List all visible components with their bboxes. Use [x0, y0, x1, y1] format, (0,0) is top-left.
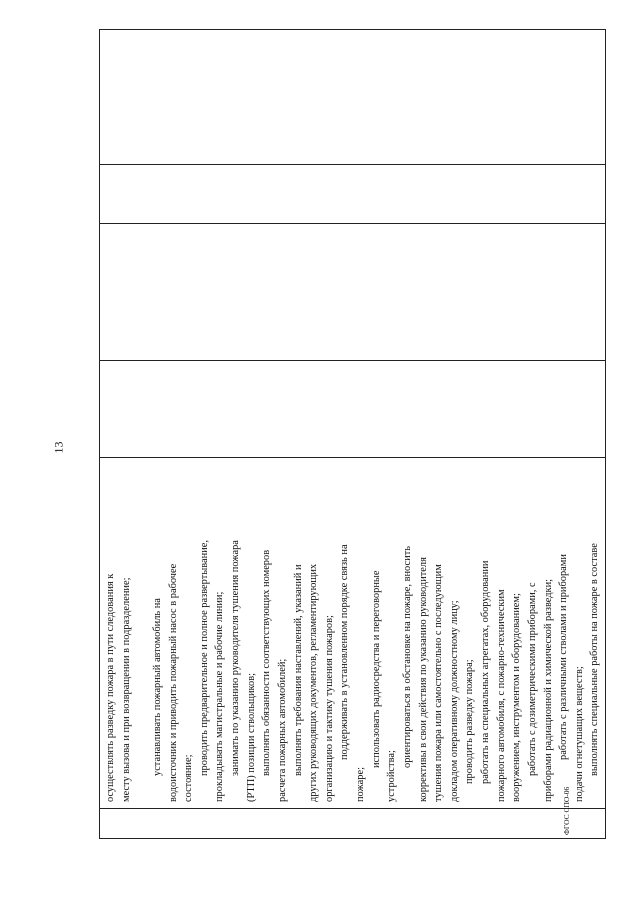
text-line: прокладывать магистральные и рабочие линии;: [214, 591, 226, 802]
text-line: (РТП) позиции ствольщиков;: [245, 672, 257, 802]
text-line: коррективы в свои действия по указанию руководителя: [417, 557, 429, 802]
text-line: выполнять специальные работы на пожаре в составе: [589, 543, 601, 776]
text-line: ориентироваться в обстановке на пожаре, вносить: [401, 546, 413, 768]
text-line: подачи огнетушащих веществ;: [573, 666, 585, 802]
table-cell-empty: [100, 224, 606, 361]
text-line: поддерживать в установленном порядке связь на: [339, 544, 351, 760]
text-line: тушения пожара или самостоятельно с последующим: [433, 564, 445, 802]
text-line: выполнять обязанности соответствующих номеров: [261, 549, 273, 776]
text-line: состояние;: [183, 754, 195, 802]
text-line: других руководящих документов, регламентирующих: [308, 563, 320, 802]
text-line: приборами радиационной и химической разведки;: [542, 578, 554, 802]
text-line: [134, 464, 150, 802]
text-line: проводить предварительное и полное развертывание,: [198, 540, 210, 776]
text-line: проводить разведку пожара;: [464, 659, 476, 784]
text-line: пожаре;: [355, 767, 366, 802]
text-line: работать с дозиметрическими приборами, с: [526, 582, 538, 776]
text-line: пожарного автомобиля, с пожарно-техническим: [495, 589, 507, 802]
page-number: 13: [51, 441, 66, 454]
text-line: расчета пожарных автомобилей;: [276, 658, 288, 802]
text-line: выполнять требования наставлений, указаний и: [292, 564, 304, 776]
table-row: [100, 30, 606, 839]
text-line: использовать радиосредства и переговорные: [370, 570, 382, 768]
text-line: работать на специальных агрегатах, оборудовании: [480, 560, 491, 784]
text-line: устанавливать пожарный автомобиль на: [151, 598, 163, 776]
table-cell-index: [100, 809, 606, 839]
table-cell-empty: [100, 30, 606, 165]
table-cell-empty: [100, 165, 606, 224]
text-line: водоисточник и приводить пожарный насос в рабочее: [167, 563, 179, 802]
text-line: работать с различными стволами и приборами: [558, 554, 570, 760]
text-line: организацию и тактику тушения пожаров;: [323, 615, 335, 802]
text-line: осуществлять разведку пожара в пути следования к: [105, 573, 116, 802]
text-line: месту вызова и при возвращении в подразделение;: [120, 577, 132, 802]
text-line: вооружением, инструментом и оборудованием;: [511, 593, 523, 802]
text-line: докладом оперативному должностному лицу;: [448, 600, 460, 802]
competency-table: [99, 29, 606, 839]
document-code: ФГОС СПО-06: [562, 786, 571, 835]
table-cell-empty: [100, 361, 606, 458]
skills-text: [103, 464, 603, 802]
text-line: занимать по указанию руководителя тушения пожара: [230, 540, 241, 776]
rotated-table-container: [99, 30, 601, 839]
table-cell-skills: [100, 458, 606, 809]
text-line: устройства;: [386, 750, 398, 802]
